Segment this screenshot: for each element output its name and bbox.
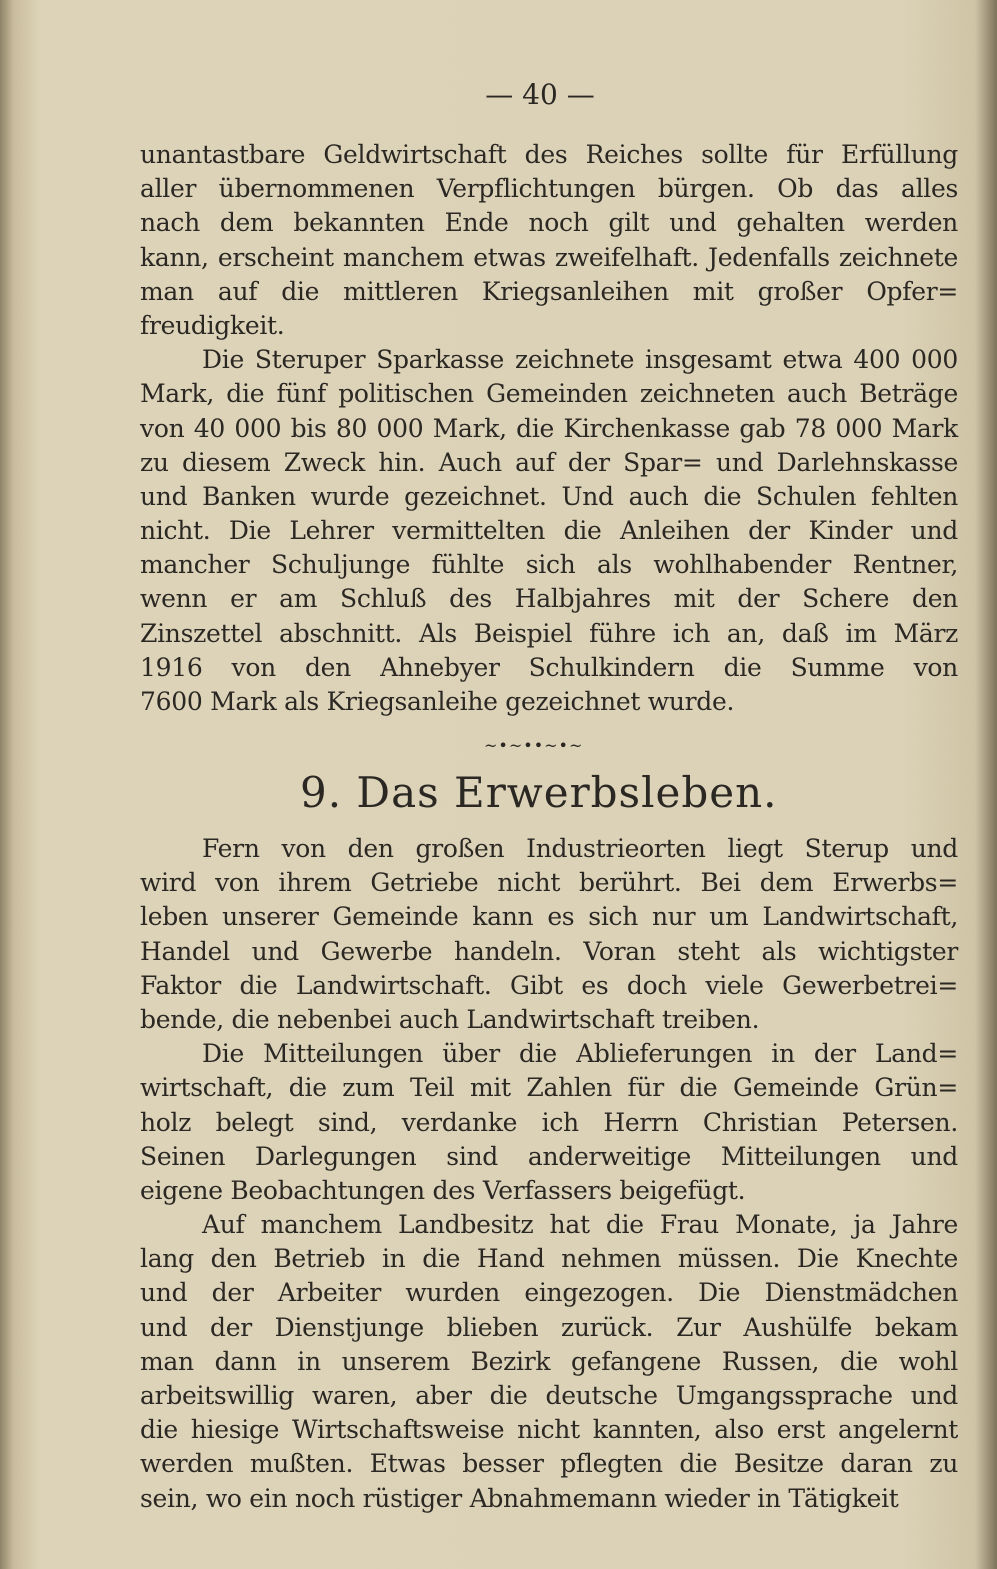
text-line: unantastbare Geldwirtschaft des Reiches sollte für Erfüllung <box>140 140 958 169</box>
text-line: wird von ihrem Getriebe nicht berührt. Bei dem Erwerbs= <box>140 868 958 898</box>
text-line: wenn er am Schluß des Halbjahres mit der Schere den <box>140 584 958 614</box>
text-line: man dann in unserem Bezirk gefangene Russen, die wohl <box>140 1346 958 1376</box>
text-line: wirtschaft, die zum Teil mit Zahlen für die Gemeinde Grün= <box>140 1073 958 1103</box>
text-line: werden mußten. Etwas besser pflegten die Besitze daran zu <box>140 1449 958 1479</box>
text-line: Fern von den großen Industrieorten liegt Sterup und <box>202 834 958 863</box>
text-line: eigene Beobachtungen des Verfassers beigefügt. <box>140 1175 746 1205</box>
section-heading: 9. Das Erwerbsleben. <box>300 768 778 817</box>
text-line: freudigkeit. <box>140 310 285 340</box>
text-line: und Banken wurde gezeichnet. Und auch die Schulen fehlten <box>140 481 958 511</box>
text-line: Die Steruper Sparkasse zeichnete insgesamt etwa 400 000 <box>202 345 958 375</box>
text-line: nicht. Die Lehrer vermittelten die Anleihen der Kinder und <box>140 516 958 546</box>
section-divider-ornament: ~•~••~•~ <box>484 736 584 755</box>
bottom-text-block <box>140 832 958 1516</box>
text-line: und der Dienstjunge blieben zurück. Zur Aushülfe bekam <box>140 1312 958 1342</box>
text-line: aller übernommenen Verpflichtungen bürgen. Ob das alles <box>140 174 958 204</box>
text-line: leben unserer Gemeinde kann es sich nur um Landwirtschaft, <box>140 902 958 932</box>
text-line: holz belegt sind, verdanke ich Herrn Christian Petersen. <box>140 1107 958 1137</box>
text-line: 7600 Mark als Kriegsanleihe gezeichnet wurde. <box>140 687 735 716</box>
text-line: nach dem bekannten Ende noch gilt und gehalten werden <box>140 208 958 238</box>
text-line: arbeitswillig waren, aber die deutsche Umgangssprache und <box>140 1381 958 1410</box>
text-line: zu diesem Zweck hin. Auch auf der Spar= und Darlehnskasse <box>140 447 958 477</box>
text-line: lang den Betrieb in die Hand nehmen müssen. Die Knechte <box>140 1244 958 1274</box>
text-line: die hiesige Wirtschaftsweise nicht kannten, also erst angelernt <box>140 1415 958 1445</box>
text-line: bende, die nebenbei auch Landwirtschaft treiben. <box>140 1004 760 1034</box>
text-line: sein, wo ein noch rüstiger Abnahmemann wieder in Tätigkeit <box>140 1483 899 1513</box>
text-line: Faktor die Landwirtschaft. Gibt es doch viele Gewerbetrei= <box>140 970 958 1000</box>
text-line: Handel und Gewerbe handeln. Voran steht als wichtigster <box>140 936 958 966</box>
text-line: Auf manchem Landbesitz hat die Frau Monate, ja Jahre <box>202 1210 958 1240</box>
text-line: Mark, die fünf politischen Gemeinden zeichneten auch Beträge <box>140 379 958 409</box>
text-line: mancher Schuljunge fühlte sich als wohlhabender Rentner, <box>140 550 958 580</box>
text-line: kann, erscheint manchem etwas zweifelhaft. Jedenfalls zeichnete <box>140 242 958 272</box>
top-text-block <box>140 138 958 719</box>
text-line: 1916 von den Ahnebyer Schulkindern die Summe von <box>140 652 958 682</box>
text-line: man auf die mittleren Kriegsanleihen mit großer Opfer= <box>140 276 958 306</box>
text-line: Die Mitteilungen über die Ablieferungen in der Land= <box>202 1039 958 1069</box>
text-line: von 40 000 bis 80 000 Mark, die Kirchenkasse gab 78 000 Mark <box>140 413 958 443</box>
page-number: — 40 — <box>485 78 595 111</box>
text-line: und der Arbeiter wurden eingezogen. Die Dienstmädchen <box>140 1278 958 1308</box>
text-line: Seinen Darlegungen sind anderweitige Mitteilungen und <box>140 1141 958 1171</box>
text-line: Zinszettel abschnitt. Als Beispiel führe ich an, daß im März <box>140 618 958 648</box>
